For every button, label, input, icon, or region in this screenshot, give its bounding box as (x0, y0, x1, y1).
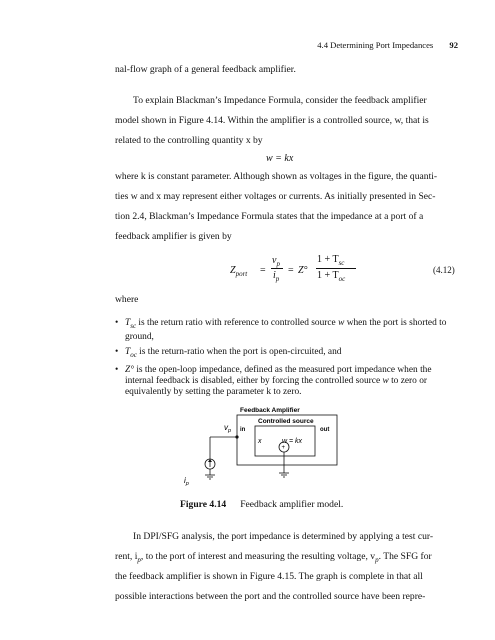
frac2-bar (316, 268, 356, 269)
frac1-numerator: $v_p$ (272, 255, 280, 268)
paragraph-line: possible interactions between the port and the controlled source have been repre- (115, 591, 426, 602)
paragraph-line: To explain Blackman’s Impedance Formula, consider the feedback amplifier (133, 95, 427, 106)
vp-label: $v_p$ (224, 423, 232, 434)
paragraph-line: where k is constant parameter. Although shown as voltages in the figure, the quanti- (115, 171, 438, 182)
figure-caption (180, 499, 343, 510)
paragraph-line: related to the controlling quantity x by (115, 135, 263, 146)
frac1-denominator: $i_p$ (273, 270, 280, 283)
caption-text: Feedback amplifier model. (240, 499, 344, 510)
where-label: where (115, 294, 139, 305)
equation-4-12 (230, 255, 380, 295)
figure-number: Figure 4.14 (180, 499, 227, 510)
definition-item: • Z° is the open-loop impedance, defined as the measured port impedance when the internal feedback is disabled, either by forcing the controlled source w to zero or equivalently by setting the parameter k to zero. (115, 365, 461, 398)
eq-sign: = (260, 265, 266, 276)
paragraph-line: the feedback amplifier is shown in Figure 4.15. The graph is complete in that all (115, 571, 423, 582)
paragraph-line: nal-flow graph of a general feedback amplifier. (115, 64, 296, 75)
definition-item: • $T_{oc}$ is the return-ratio when the port is open-circuited, and (115, 347, 461, 361)
definitions-list (115, 318, 461, 402)
ip-label: $i_p$ (184, 476, 189, 487)
definition-item: • $T_{sc}$ is the return ratio with reference to controlled source w when the port is shorted to ground, (115, 318, 461, 343)
controlled-source-title: Controlled source (258, 418, 314, 425)
frac2-numerator: $1 + T_{sc}$ (317, 254, 345, 267)
page-number: 92 (449, 40, 458, 50)
eq-sign: = (288, 265, 294, 276)
x-label: x (258, 438, 262, 445)
open-loop-z: Z° (298, 265, 308, 276)
eq-lhs: $Z_{port}$ (230, 265, 248, 278)
frac2-denominator: $1 + T_{oc}$ (317, 270, 346, 283)
equation-number: (4.12) (433, 265, 455, 275)
paragraph-line: tion 2.4, Blackman’s Impedance Formula states that the impedance at a port of a (115, 211, 424, 222)
paragraph-line: feedback amplifier is given by (115, 231, 232, 242)
port-node (235, 435, 238, 438)
feedback-amplifier-figure (150, 405, 390, 495)
paragraph-line: In DPI/SFG analysis, the port impedance is determined by applying a test cur- (133, 531, 434, 542)
in-label: in (240, 427, 246, 433)
figure-title: Feedback Amplifier (240, 407, 300, 414)
paragraph-line: rent, $i_p$, to the port of interest and measuring the resulting voltage, $v_p$. The SFG for (115, 551, 432, 564)
running-header (317, 40, 458, 50)
w-label: w = kx (282, 438, 303, 445)
out-label: out (320, 427, 330, 433)
paragraph-line: ties w and x may represent either voltages or currents. As initially presented in Sec- (115, 191, 436, 202)
equation-w-kx: w = kx (266, 153, 294, 164)
frac1-bar (271, 268, 283, 269)
paragraph-line: model shown in Figure 4.14. Within the amplifier is a controlled source, w, that is (115, 115, 429, 126)
section-title: 4.4 Determining Port Impedances (317, 40, 434, 50)
plus-sign: + (281, 445, 286, 451)
